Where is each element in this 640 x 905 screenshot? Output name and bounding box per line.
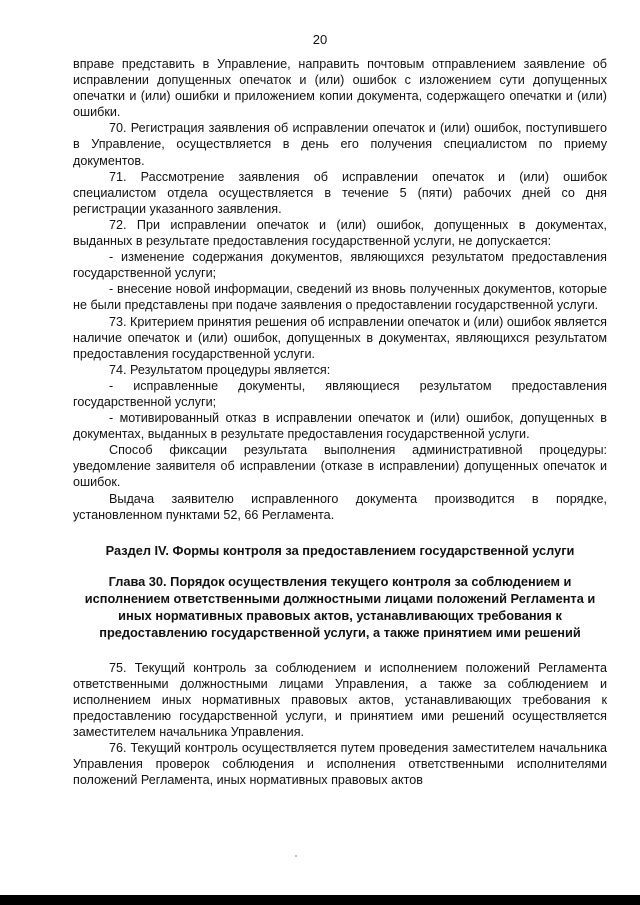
paragraph-70: 70. Регистрация заявления об исправлении опечаток и (или) ошибок, поступившего в Управление, осуществляется в день его получения специалистом по приему документов. (73, 121, 607, 168)
paragraph-72: 72. При исправлении опечаток и (или) ошибок, допущенных в документах, выданных в результате предоставления государственной услуги, не допускается: (73, 217, 607, 249)
page-number: 20 (312, 32, 328, 47)
scan-speck (295, 855, 297, 857)
paragraph-74-item-2: - мотивированный отказ в исправлении опечаток и (или) ошибок, допущенных в документах, выданных в результате предоставления государственной услуги. (73, 411, 607, 442)
paragraph-76: 76. Текущий контроль осуществляется путем проведения заместителем начальника Управления проверок соблюдения и исполнения ответственными исполнителями положений Регламента, иных нормативных правовых актов (73, 741, 607, 788)
document-body (73, 56, 607, 788)
paragraph-issuance: Выдача заявителю исправленного документа производится в порядке, установленном пунктами 52, 66 Регламента. (73, 491, 607, 522)
paragraph-71: 71. Рассмотрение заявления об исправлении опечаток и (или) ошибок специалистом отдела осуществляется в течение 5 (пяти) рабочих дней со дня регистрации указанного заявления. (73, 169, 607, 216)
paragraph-73: 73. Критерием принятия решения об исправлении опечаток и (или) ошибок является наличие опечаток и (или) ошибок, допущенных в документах, являющихся результатом предоставления государственной услуги. (73, 314, 607, 361)
scan-bottom-edge (0, 895, 640, 905)
paragraph-72-item-2: - внесение новой информации, сведений из вновь полученных документов, которые не были представлены при подаче заявления о предоставлении государственной услуги. (73, 282, 607, 313)
paragraph-74: 74. Результатом процедуры является: (109, 362, 331, 377)
paragraph-fixation: Способ фиксации результата выполнения административной процедуры: уведомление заявителя об исправлении (отказе в исправлении) допущенных опечаток и ошибок. (73, 443, 607, 490)
paragraph-continuation: вправе представить в Управление, направить почтовым отправлением заявление об исправлении допущенных опечаток и (или) ошибок с изложением сути допущенных опечатки и (или) ошибки и приложением копии документа, содержащего опечатки и (или) ошибки. (73, 57, 607, 120)
paragraph-72-item-1: - изменение содержания документов, являющихся результатом предоставления государственной услуги; (73, 250, 607, 281)
paragraph-74-item-1: - исправленные документы, являющиеся результатом предоставления государственной услуги; (73, 378, 607, 409)
chapter-title: Глава 30. Порядок осуществления текущего контроля за соблюдением и исполнением ответственными должностными лицами положений Регламента и иных нормативных правовых актов, устанавливающих требования к предоставлению государственной услуги, а также принятием ими решений (84, 573, 596, 640)
section-title: Раздел IV. Формы контроля за предоставлением государственной услуги (105, 542, 575, 558)
paragraph-75: 75. Текущий контроль за соблюдением и исполнением положений Регламента ответственными должностными лицами Управления, а также за соблюдением и исполнением иных нормативных правовых актов, устанавливающих требования к предоставлению государственной услуги, и принятием ими решений осуществляется заместителем начальника Управления. (73, 660, 607, 740)
